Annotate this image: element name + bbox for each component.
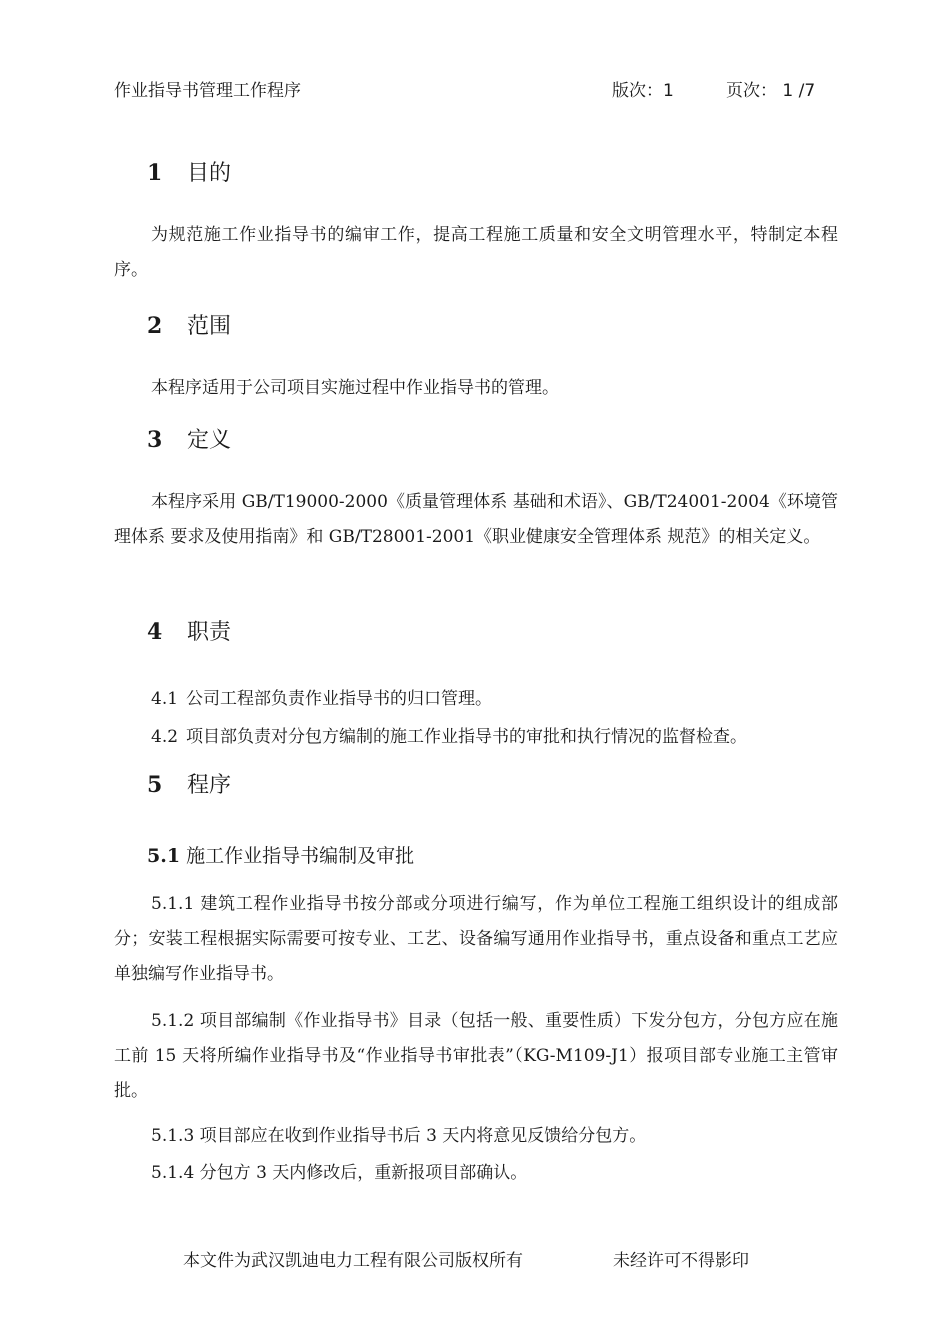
subsection-number: 5.1 xyxy=(147,845,181,867)
duty-item xyxy=(151,722,747,747)
item-text: 公司工程部负责作业指导书的归口管理。 xyxy=(186,689,493,709)
section-number: 2 xyxy=(147,313,163,339)
procedure-text: 分包方 3 天内修改后，重新报项目部确认。 xyxy=(199,1163,528,1183)
procedure-number: 5.1.2 xyxy=(151,1011,195,1031)
procedure-paragraph xyxy=(114,1119,838,1154)
section-title: 定义 xyxy=(187,428,232,453)
procedure-text: 项目部应在收到作业指导书后 3 天内将意见反馈给分包方。 xyxy=(199,1126,647,1146)
procedure-text: 建筑工程作业指导书按分部或分项进行编写，作为单位工程施工组织设计的组成部分；安装工程根据实际需要可按专业、工艺、设备编写通用作业指导书，重点设备和重点工艺应单独编写作业指导书。 xyxy=(114,894,839,984)
procedure-paragraph xyxy=(114,1004,838,1109)
item-number: 4.2 xyxy=(151,727,179,747)
subsection-title: 施工作业指导书编制及审批 xyxy=(186,845,415,867)
section-heading-duties xyxy=(147,615,231,646)
section-number: 4 xyxy=(147,619,163,645)
procedure-paragraph xyxy=(114,1156,838,1191)
section-heading-purpose xyxy=(147,156,231,187)
copyright-notice: 本文件为武汉凯迪电力工程有限公司版权所有 xyxy=(183,1251,523,1271)
section-number: 3 xyxy=(147,427,163,453)
scope-paragraph: 本程序适用于公司项目实施过程中作业指导书的管理。 xyxy=(151,378,559,398)
section-heading-definition xyxy=(147,423,231,454)
procedure-paragraph xyxy=(114,887,838,992)
purpose-paragraph: 为规范施工作业指导书的编审工作，提高工程施工质量和安全文明管理水平，特制定本程序。 xyxy=(114,225,838,280)
item-text: 项目部负责对分包方编制的施工作业指导书的审批和执行情况的监督检查。 xyxy=(186,727,748,747)
page-number: 页次： 1 /7 xyxy=(726,81,816,101)
section-title: 范围 xyxy=(187,314,232,339)
section-heading-procedure xyxy=(147,768,231,799)
procedure-text: 项目部编制《作业指导书》目录（包括一般、重要性质）下发分包方，分包方应在施工前 15 天将所编作业指导书及“作业指导书审批表”（KG-M109-J1）报项目部专业施工主管审批。 xyxy=(114,1011,838,1101)
section-number: 5 xyxy=(147,772,163,798)
procedure-number: 5.1.3 xyxy=(151,1126,195,1146)
procedure-number: 5.1.4 xyxy=(151,1163,195,1183)
section-title: 程序 xyxy=(187,773,232,798)
procedure-number: 5.1.1 xyxy=(151,894,195,914)
duty-item xyxy=(151,684,492,709)
copy-restriction-notice: 未经许可不得影印 xyxy=(613,1251,749,1271)
document-title: 作业指导书管理工作程序 xyxy=(114,81,301,101)
definition-paragraph: 本程序采用 GB/T19000-2000《质量管理体系 基础和术语》、GB/T24001-2004《环境管理体系 要求及使用指南》和 GB/T28001-2001《职业健康安全管理体系 规范》的相关定义。 xyxy=(114,492,838,547)
section-heading-scope xyxy=(147,309,231,340)
subsection-heading xyxy=(147,841,414,868)
item-number: 4.1 xyxy=(151,689,179,709)
section-number: 1 xyxy=(147,160,163,186)
edition-label: 版次：1 xyxy=(612,81,674,101)
section-title: 目的 xyxy=(187,161,232,186)
section-title: 职责 xyxy=(187,620,232,645)
